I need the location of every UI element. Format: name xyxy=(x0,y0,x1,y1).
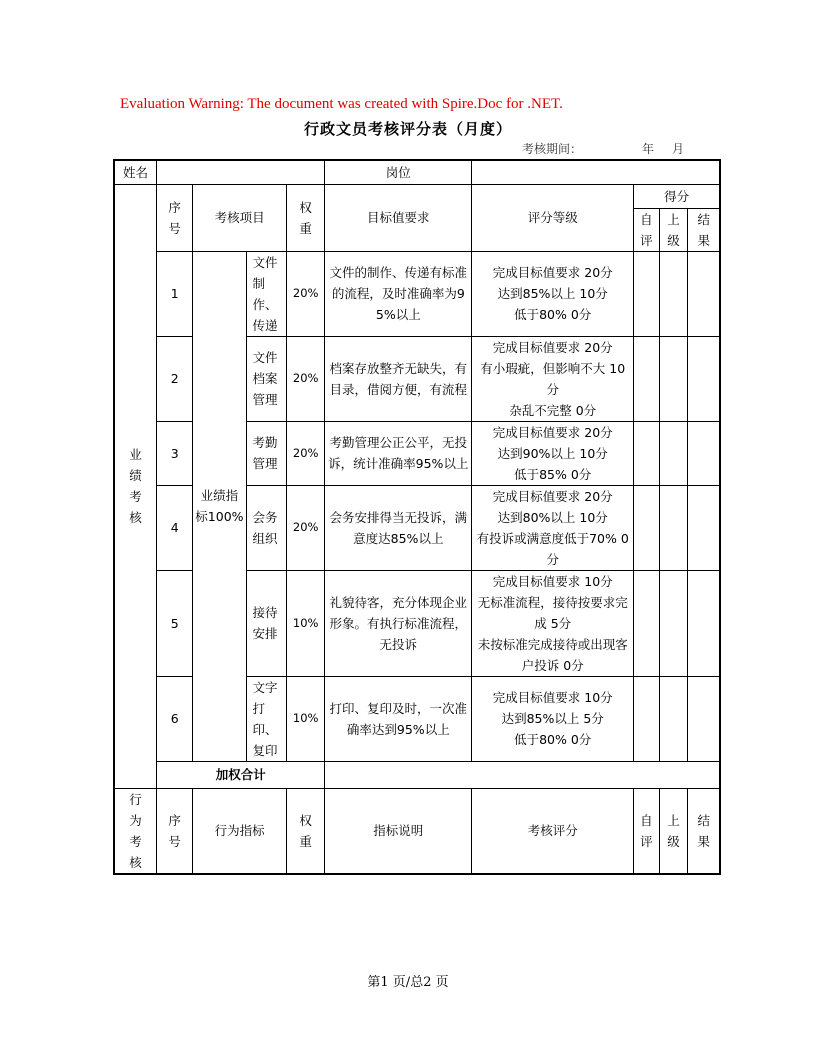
table-row xyxy=(114,251,720,336)
superior-score-cell[interactable] xyxy=(659,676,688,761)
perf-header-score: 得分 xyxy=(634,184,720,208)
evaluation-warning: Evaluation Warning: The document was created with Spire.Doc for .NET. xyxy=(120,96,563,112)
behavior-header-seq: 序号 xyxy=(157,788,193,874)
row-item: 会务组织 xyxy=(246,485,286,570)
self-score-cell[interactable] xyxy=(634,421,660,485)
grade-line: 达到80%以上 10分 xyxy=(497,509,608,525)
result-cell[interactable] xyxy=(688,570,720,676)
self-score-cell[interactable] xyxy=(634,676,660,761)
position-field[interactable] xyxy=(472,160,720,184)
result-cell[interactable] xyxy=(688,251,720,336)
row-seq: 5 xyxy=(157,570,193,676)
grade-line: 未按标准完成接待或出现客户投诉 0分 xyxy=(477,636,628,673)
perf-header-result: 结果 xyxy=(688,208,720,251)
form-title: 行政文员考核评分表（月度） xyxy=(303,120,512,138)
grade-line: 杂乱不完整 0分 xyxy=(509,402,597,418)
row-target: 文件的制作、传递有标准的流程，及时准确率为95%以上 xyxy=(325,251,472,336)
superior-score-cell[interactable] xyxy=(659,336,688,421)
behavior-section-label: 行为考核 xyxy=(114,788,157,874)
row-target: 打印、复印及时，一次准确率达到95%以上 xyxy=(325,676,472,761)
self-score-cell[interactable] xyxy=(634,570,660,676)
period-label: 考核期间： xyxy=(522,142,583,156)
perf-header-self: 自评 xyxy=(634,208,660,251)
row-item: 文件制作、传递 xyxy=(246,251,286,336)
row-seq: 6 xyxy=(157,676,193,761)
superior-score-cell[interactable] xyxy=(659,421,688,485)
row-target: 档案存放整齐无缺失，有目录，借阅方便，有流程 xyxy=(325,336,472,421)
row-grade xyxy=(472,570,634,676)
superior-score-cell[interactable] xyxy=(659,570,688,676)
result-cell[interactable] xyxy=(688,485,720,570)
perf-header-target: 目标值要求 xyxy=(325,184,472,251)
perf-indicator: 业绩指标100% xyxy=(193,251,246,761)
behavior-header-weight: 权重 xyxy=(287,788,325,874)
behavior-header-indicator: 行为指标 xyxy=(193,788,287,874)
behavior-header-score: 考核评分 xyxy=(472,788,634,874)
result-cell[interactable] xyxy=(688,336,720,421)
behavior-header-superior: 上级 xyxy=(659,788,688,874)
row-weight: 20% xyxy=(287,336,325,421)
grade-line: 完成目标值要求 20分 xyxy=(492,265,613,280)
row-target: 会务安排得当无投诉，满意度达85%以上 xyxy=(325,485,472,570)
grade-line: 无标准流程，接待按要求完成 5分 xyxy=(477,594,628,631)
row-seq: 2 xyxy=(157,336,193,421)
evaluation-table xyxy=(113,159,721,875)
superior-score-cell[interactable] xyxy=(659,251,688,336)
name-label: 姓名 xyxy=(114,160,157,184)
assessment-period xyxy=(522,140,722,157)
behavior-header-result: 结果 xyxy=(688,788,720,874)
row-seq: 1 xyxy=(157,251,193,336)
grade-line: 低于80% 0分 xyxy=(514,307,592,322)
row-grade xyxy=(472,485,634,570)
grade-line: 完成目标值要求 20分 xyxy=(492,424,613,440)
row-seq: 3 xyxy=(157,421,193,485)
row-weight: 20% xyxy=(287,485,325,570)
row-item: 接待安排 xyxy=(246,570,286,676)
perf-header-item: 考核项目 xyxy=(193,184,287,251)
period-year: 年 xyxy=(642,142,655,156)
row-grade xyxy=(472,421,634,485)
grade-line: 完成目标值要求 20分 xyxy=(492,339,613,355)
grade-line: 完成目标值要求 10分 xyxy=(492,690,613,705)
row-target: 礼貌待客，充分体现企业形象。有执行标准流程，无投诉 xyxy=(325,570,472,676)
row-seq: 4 xyxy=(157,485,193,570)
row-item: 文字打印、复印 xyxy=(246,676,286,761)
weighted-total-field[interactable] xyxy=(325,761,720,788)
behavior-header-self: 自评 xyxy=(634,788,660,874)
grade-line: 达到85%以上 10分 xyxy=(497,286,608,301)
row-grade xyxy=(472,251,634,336)
grade-line: 低于85% 0分 xyxy=(514,466,592,482)
self-score-cell[interactable] xyxy=(634,251,660,336)
grade-line: 达到90%以上 10分 xyxy=(497,445,608,461)
self-score-cell[interactable] xyxy=(634,485,660,570)
grade-line: 有投诉或满意度低于70% 0分 xyxy=(476,530,629,567)
period-month: 月 xyxy=(672,142,685,156)
grade-line: 有小瑕疵，但影响不大 10分 xyxy=(480,360,626,397)
row-item: 文件档案管理 xyxy=(246,336,286,421)
perf-header-seq: 序号 xyxy=(157,184,193,251)
perf-header-grade: 评分等级 xyxy=(472,184,634,251)
name-field[interactable] xyxy=(157,160,325,184)
row-grade xyxy=(472,676,634,761)
result-cell[interactable] xyxy=(688,421,720,485)
row-target: 考勤管理公正公平，无投诉，统计准确率95%以上 xyxy=(325,421,472,485)
row-weight: 20% xyxy=(287,251,325,336)
perf-header-superior: 上级 xyxy=(659,208,688,251)
self-score-cell[interactable] xyxy=(634,336,660,421)
grade-line: 达到85%以上 5分 xyxy=(501,711,604,726)
grade-line: 完成目标值要求 20分 xyxy=(492,488,613,504)
grade-line: 完成目标值要求 10分 xyxy=(492,573,613,589)
row-weight: 10% xyxy=(287,676,325,761)
superior-score-cell[interactable] xyxy=(659,485,688,570)
grade-line: 低于80% 0分 xyxy=(514,732,592,747)
perf-header-weight: 权重 xyxy=(287,184,325,251)
row-grade xyxy=(472,336,634,421)
weighted-total-label: 加权合计 xyxy=(157,761,325,788)
page-footer: 第1 页/总2 页 xyxy=(367,975,449,990)
row-weight: 20% xyxy=(287,421,325,485)
row-item: 考勤管理 xyxy=(246,421,286,485)
behavior-header-description: 指标说明 xyxy=(325,788,472,874)
position-label: 岗位 xyxy=(325,160,472,184)
result-cell[interactable] xyxy=(688,676,720,761)
row-weight: 10% xyxy=(287,570,325,676)
perf-section-label: 业绩考核 xyxy=(114,184,157,788)
